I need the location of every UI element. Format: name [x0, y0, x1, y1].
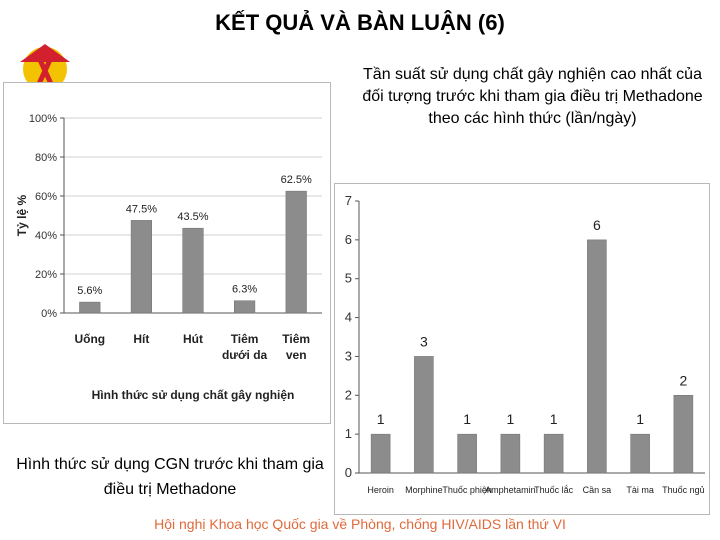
- x-tick-label: ven: [285, 348, 307, 362]
- usage-method-chart-panel: [3, 82, 331, 424]
- bar: [414, 356, 433, 473]
- bar: [458, 434, 477, 473]
- x-tick-label: Tiêm: [282, 332, 311, 346]
- bar: [631, 434, 650, 473]
- data-label: 43.5%: [177, 211, 209, 224]
- y-tick-label: 0: [344, 465, 352, 480]
- data-label: 62.5%: [280, 174, 312, 187]
- data-label: 1: [376, 411, 385, 428]
- x-tick-label: Cần sa: [582, 485, 612, 495]
- x-tick-label: Thuốc lắc: [534, 485, 574, 495]
- x-tick-label: Hít: [133, 332, 150, 346]
- data-label: 1: [549, 411, 558, 428]
- x-tick-label: Amphetamin: [485, 485, 536, 495]
- bar: [183, 228, 204, 313]
- data-label: 5.6%: [77, 285, 103, 298]
- usage-method-chart: [4, 83, 330, 423]
- bar: [501, 434, 520, 473]
- y-tick-label: 1: [344, 426, 352, 442]
- x-axis-label: Hình thức sử dụng chất gây nghiện: [91, 388, 295, 402]
- y-tick-label: 20%: [34, 269, 57, 281]
- left-chart-caption: Hình thức sử dụng CGN trước khi tham gia điều trị Methadone: [16, 456, 324, 498]
- data-label: 1: [506, 411, 515, 428]
- x-tick-label: Heroin: [367, 485, 394, 495]
- y-tick-label: 6: [344, 231, 352, 247]
- bar: [371, 434, 390, 473]
- frequency-chart: [335, 184, 709, 514]
- y-tick-label: 80%: [34, 152, 57, 164]
- right-chart-caption: Tần suất sử dụng chất gây nghiện cao nhất của đối tượng trước khi tham gia điều trị Methadone theo các hình thức (lần/ngày): [362, 66, 703, 127]
- x-tick-label: Tài ma: [626, 485, 654, 495]
- y-tick-label: 100%: [28, 113, 57, 125]
- data-label: 3: [419, 333, 428, 350]
- x-tick-label: Thuốc phiện: [442, 485, 492, 495]
- y-tick-label: 40%: [34, 230, 57, 242]
- x-tick-label: Thuốc ngủ: [662, 485, 705, 495]
- conference-footer: Hội nghị Khoa học Quốc gia về Phòng, chống HIV/AIDS lần thứ VI: [154, 516, 566, 532]
- y-tick-label: 7: [344, 193, 352, 208]
- x-tick-label: Morphine: [405, 485, 443, 495]
- data-label: 2: [679, 372, 688, 389]
- x-tick-label: Uống: [74, 332, 106, 346]
- data-label: 1: [636, 411, 645, 428]
- bar: [234, 301, 255, 313]
- data-label: 47.5%: [125, 203, 158, 216]
- y-tick-label: 5: [344, 270, 352, 286]
- y-tick-label: 4: [344, 309, 352, 325]
- y-tick-label: 3: [344, 348, 352, 364]
- y-tick-label: 0%: [41, 308, 57, 320]
- x-tick-label: Hút: [183, 332, 203, 346]
- bar: [587, 240, 606, 473]
- slide-title: KẾT QUẢ VÀ BÀN LUẬN (6): [215, 10, 505, 35]
- x-tick-label: Tiêm: [230, 332, 259, 346]
- data-label: 6.3%: [232, 283, 258, 296]
- bar: [131, 220, 152, 313]
- bar: [79, 302, 100, 313]
- y-tick-label: 60%: [34, 191, 57, 203]
- bar: [286, 191, 307, 313]
- data-label: 6: [592, 216, 601, 233]
- y-axis-label: Tỷ lệ %: [15, 194, 29, 237]
- data-label: 1: [463, 411, 472, 428]
- bar: [674, 395, 693, 473]
- y-tick-label: 2: [344, 387, 352, 403]
- x-tick-label: dưới da: [221, 348, 268, 362]
- bar: [544, 434, 563, 473]
- frequency-chart-panel: [334, 183, 710, 515]
